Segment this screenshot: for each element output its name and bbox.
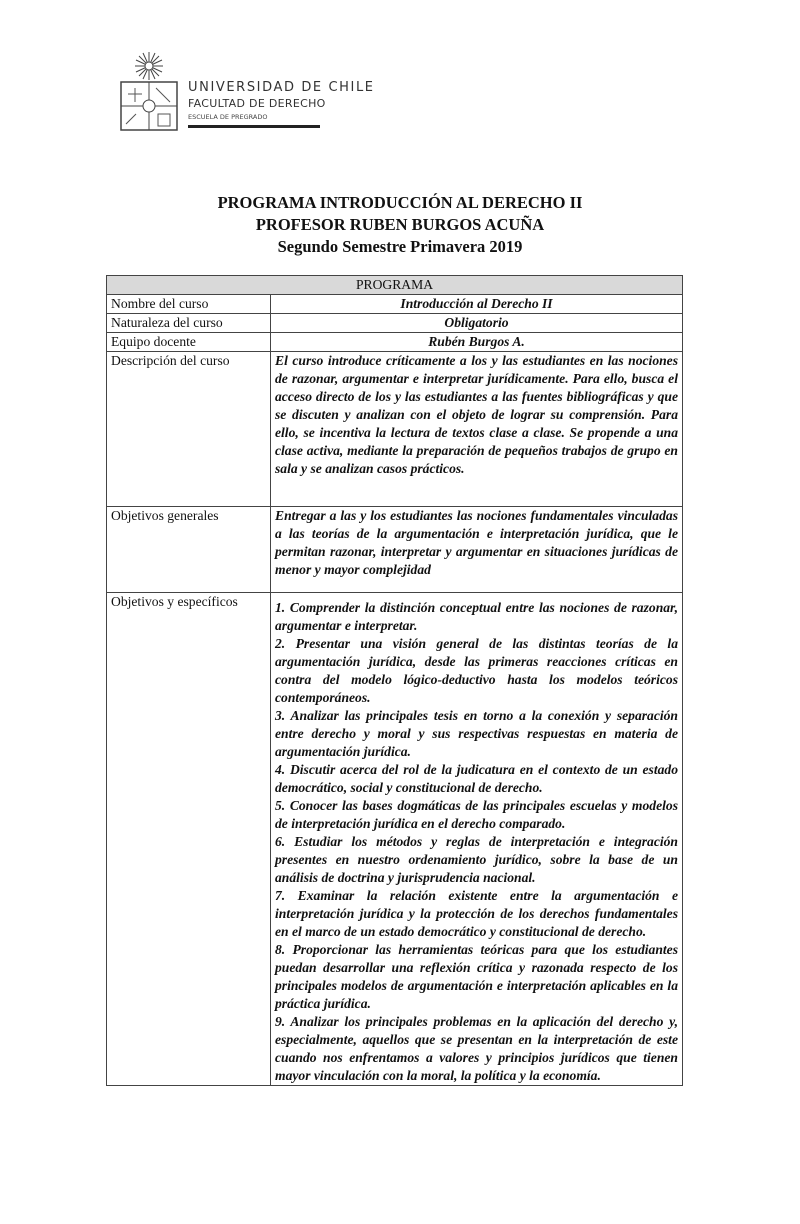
table-row xyxy=(107,507,683,593)
objective-item: 5. Conocer las bases dogmáticas de las principales escuelas y modelos de interpretación jurídica en el derecho comparado. xyxy=(275,798,678,831)
semester-line: Segundo Semestre Primavera 2019 xyxy=(277,237,523,256)
logo-divider xyxy=(188,125,320,128)
row-value: Obligatorio xyxy=(271,314,683,333)
row-value: Entregar a las y los estudiantes las nociones fundamentales vinculadas a las teorías de la argumentación e interpretación jurídica, que le permitan razonar, interpretar y argumentar en situaciones jurídicas de menor y mayor complejidad xyxy=(271,507,683,593)
objective-item: 2. Presentar una visión general de las distintas teorías de la argumentación jurídica, desde las primeras reacciones críticas en contra del modelo lógico-deductivo hasta los modelos teóricos contemporáneos. xyxy=(275,636,678,705)
university-logo xyxy=(118,50,375,132)
objective-item: 9. Analizar los principales problemas en la aplicación del derecho y, especialmente, aquellos que se presentan en la interpretación de este cuando nos enfrentamos a valores y principios jurídicos que tienen mayor vinculación con la moral, la política y la economía. xyxy=(275,1014,678,1083)
title-line: PROGRAMA INTRODUCCIÓN AL DERECHO II xyxy=(217,193,583,212)
row-label: Nombre del curso xyxy=(107,295,271,314)
table-row xyxy=(107,352,683,507)
document-title xyxy=(0,192,800,258)
university-name: UNIVERSIDAD DE CHILE xyxy=(188,80,375,95)
university-crest-icon xyxy=(118,50,180,132)
table-row xyxy=(107,333,683,352)
row-value: Introducción al Derecho II xyxy=(271,295,683,314)
objective-item: 4. Discutir acerca del rol de la judicatura en el contexto de un estado democrático, social y constitucional de derecho. xyxy=(275,762,678,795)
table-header: PROGRAMA xyxy=(107,276,683,295)
objective-item: 1. Comprender la distinción conceptual entre las nociones de razonar, argumentar e interpretar. xyxy=(275,600,678,633)
program-table xyxy=(106,275,683,1086)
table-row xyxy=(107,314,683,333)
objective-item: 7. Examinar la relación existente entre la argumentación e interpretación jurídica y la protección de los derechos fundamentales en el marco de un estado democrático y constitucional de derecho. xyxy=(275,888,678,939)
objective-item: 8. Proporcionar las herramientas teóricas para que los estudiantes puedan desarrollar una reflexión crítica y razonada respecto de los principales modelos de argumentación e interpretación aplicables en la práctica jurídica. xyxy=(275,942,678,1011)
row-value: Rubén Burgos A. xyxy=(271,333,683,352)
objectives-list xyxy=(271,593,683,1086)
row-label: Equipo docente xyxy=(107,333,271,352)
objective-item: 3. Analizar las principales tesis en torno a la conexión y separación entre derecho y moral y sus respectivas respuestas en materia de argumentación jurídica. xyxy=(275,708,678,759)
school-name: ESCUELA DE PREGRADO xyxy=(188,113,268,121)
objective-item: 6. Estudiar los métodos y reglas de interpretación e integración presentes en nuestro ordenamiento jurídico, sobre la base de un análisis de doctrina y jurisprudencia nacional. xyxy=(275,834,678,885)
table-row xyxy=(107,593,683,1086)
professor-line: PROFESOR RUBEN BURGOS ACUÑA xyxy=(255,215,545,234)
faculty-name: FACULTAD DE DERECHO xyxy=(188,97,326,110)
row-label: Descripción del curso xyxy=(107,352,271,507)
row-value: El curso introduce críticamente a los y las estudiantes en las nociones de razonar, argumentar e interpretar jurídicamente. Para ello, busca el acceso directo de los y las estudiantes a las fuentes bibliográficas y que se discuten y analizan con el objeto de lograr su comprensión. Para ello, se incentiva la lectura de textos clase a clase. Se propende a una clase activa, mediante la preparación de pequeños trabajos de grupo en sala y se analizan casos prácticos. xyxy=(271,352,683,507)
table-row xyxy=(107,295,683,314)
row-label: Objetivos y específicos xyxy=(107,593,271,1086)
row-label: Objetivos generales xyxy=(107,507,271,593)
row-label: Naturaleza del curso xyxy=(107,314,271,333)
